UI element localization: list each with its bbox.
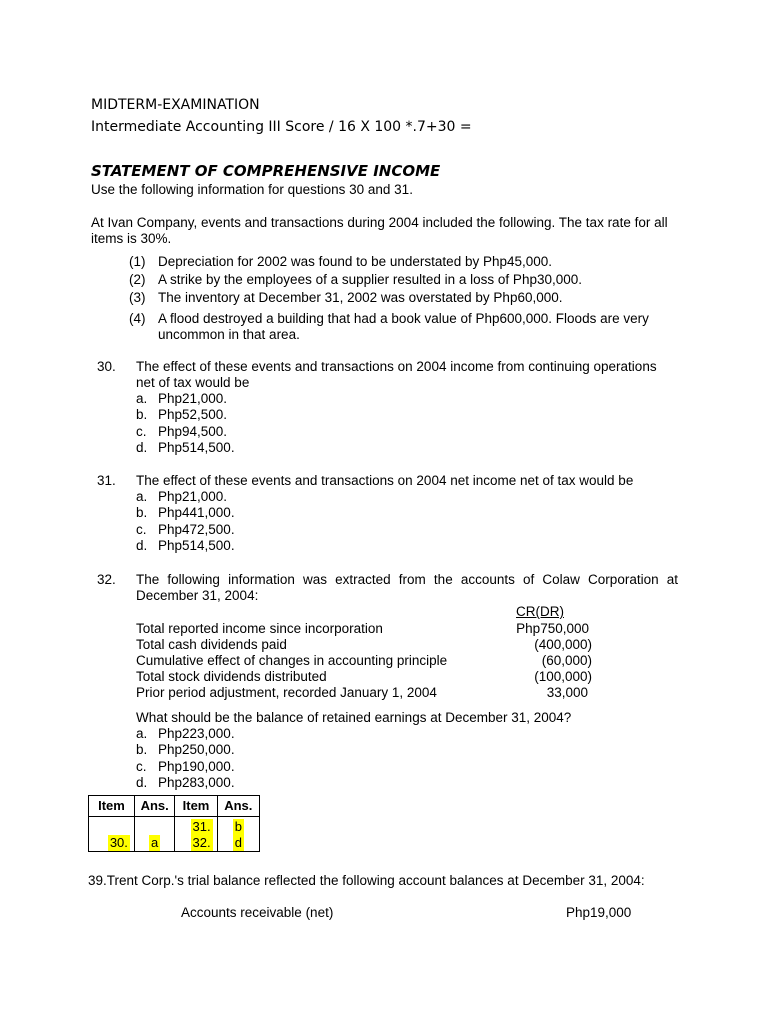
option-text: Php21,000. [158, 391, 228, 406]
option-text: Php94,500. [158, 424, 228, 439]
table-cell [89, 817, 135, 852]
row-label: Total stock dividends distributed [136, 669, 327, 684]
question-number: 30. [97, 359, 116, 374]
event-number: (3) [129, 290, 146, 305]
row-value: (100,000) [534, 669, 592, 684]
table-row [89, 817, 260, 852]
answer-item: 30. [109, 835, 128, 850]
option-text: Php190,000. [158, 759, 235, 774]
option-letter: d. [136, 440, 148, 455]
answer-table [88, 795, 260, 852]
option-letter: a. [136, 391, 148, 406]
answer-item: 31. [192, 819, 211, 834]
option-letter: d. [136, 538, 148, 553]
option-letter: c. [136, 759, 147, 774]
option-text: Php250,000. [158, 742, 235, 757]
row-value: (60,000) [541, 653, 592, 668]
table-header: Ans. [217, 796, 259, 817]
event-text: A strike by the employees of a supplier resulted in a loss of Php30,000. [158, 272, 582, 287]
question-text: The effect of these events and transactions on 2004 income from continuing operations net of tax would be [136, 359, 657, 390]
option-letter: b. [136, 505, 148, 520]
option-letter: d. [136, 775, 148, 790]
option-text: Php514,500. [158, 538, 235, 553]
row-value: Php19,000 [566, 905, 632, 920]
row-value: 33,000 [546, 685, 588, 700]
event-text: Depreciation for 2002 was found to be understated by Php45,000. [158, 254, 553, 269]
event-text: The inventory at December 31, 2002 was overstated by Php60,000. [158, 290, 563, 305]
section-heading: STATEMENT OF COMPREHENSIVE INCOME [91, 162, 441, 180]
row-value: Php750,000 [516, 621, 589, 636]
row-label: Cumulative effect of changes in accounting principle [136, 653, 448, 668]
option-text: Php514,500. [158, 440, 235, 455]
question-text: What should be the balance of retained earnings at December 31, 2004? [136, 710, 572, 725]
table-header: Ans. [134, 796, 175, 817]
option-text: Php283,000. [158, 775, 235, 790]
option-letter: c. [136, 522, 147, 537]
section-instruction: Use the following information for questions 30 and 31. [91, 182, 413, 197]
row-label: Total reported income since incorporation [136, 621, 383, 636]
question-text: The following information was extracted from the accounts of Colaw Corporation at December 31, 2004: [136, 572, 678, 603]
table-cell [175, 817, 217, 852]
row-value: (400,000) [534, 637, 592, 652]
question-text: The effect of these events and transactions on 2004 net income net of tax would be [136, 473, 634, 488]
option-text: Php441,000. [158, 505, 235, 520]
option-letter: a. [136, 726, 148, 741]
table-header: Item [89, 796, 135, 817]
event-number: (4) [129, 311, 146, 326]
answer-value: d [234, 835, 242, 850]
question-number: 32. [97, 572, 116, 587]
option-letter: b. [136, 742, 148, 757]
column-header: CR(DR) [516, 604, 564, 619]
answer-value: a [151, 835, 159, 850]
event-number: (1) [129, 254, 146, 269]
answer-item: 32. [192, 835, 211, 850]
row-label: Total cash dividends paid [136, 637, 287, 652]
row-label: Accounts receivable (net) [181, 905, 334, 920]
option-letter: a. [136, 489, 148, 504]
row-label: Prior period adjustment, recorded January 1, 2004 [136, 685, 437, 700]
section-intro: At Ivan Company, events and transactions during 2004 included the following. The tax rate for all items is 30%. [91, 215, 668, 246]
option-text: Php223,000. [158, 726, 235, 741]
option-text: Php472,500. [158, 522, 235, 537]
table-header: Item [175, 796, 217, 817]
table-cell [217, 817, 259, 852]
answer-value: b [234, 819, 242, 834]
exam-title: MIDTERM-EXAMINATION [91, 97, 260, 113]
option-letter: c. [136, 424, 147, 439]
question-text: 39.Trent Corp.'s trial balance reflected the following account balances at December 31, 2004: [88, 873, 645, 888]
option-text: Php52,500. [158, 407, 228, 422]
table-header-row [89, 796, 260, 817]
event-number: (2) [129, 272, 146, 287]
table-cell [134, 817, 175, 852]
option-letter: b. [136, 407, 148, 422]
option-text: Php21,000. [158, 489, 228, 504]
exam-subtitle: Intermediate Accounting III Score / 16 X 100 *.7+30 = [91, 119, 472, 135]
question-number: 31. [97, 473, 116, 488]
event-text: A flood destroyed a building that had a book value of Php600,000. Floods are very uncommon in that area. [158, 311, 649, 342]
